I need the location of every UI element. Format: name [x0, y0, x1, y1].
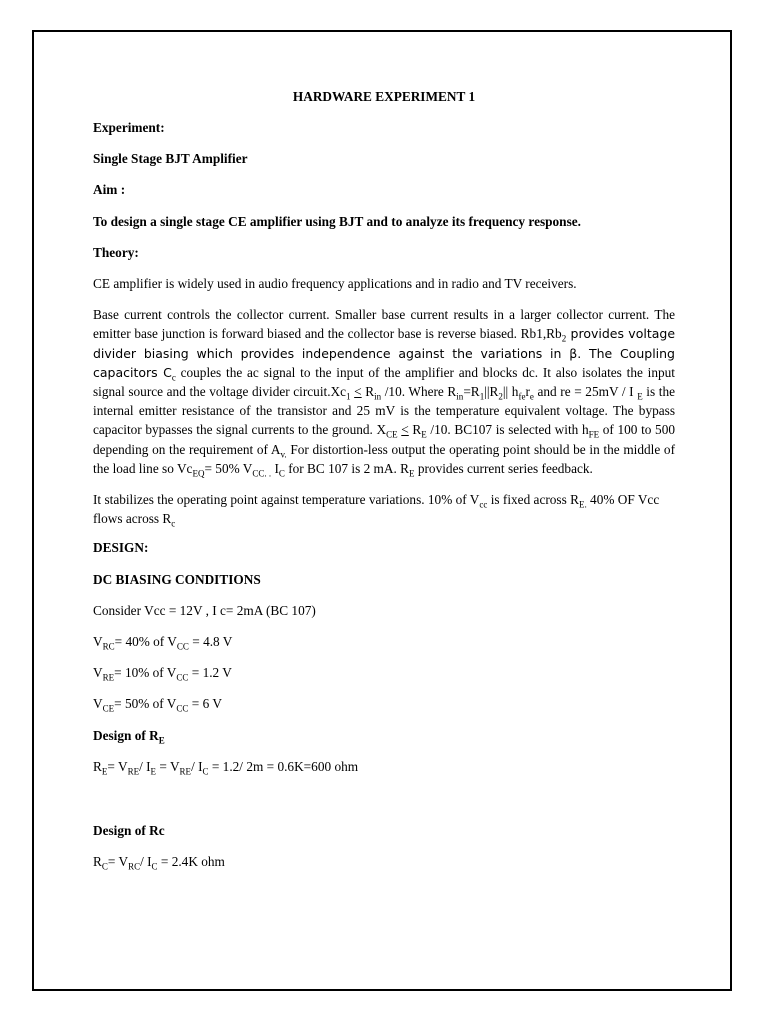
theory-label: Theory: [93, 244, 139, 260]
dc-biasing-label: DC BIASING CONDITIONS [93, 571, 261, 587]
vce-equation: $V_{CE}= 50\%$ of $V_{CC} = 6$ V [93, 696, 222, 715]
theory-paragraph-1: CE amplifier is widely used in audio frequency applications and in radio and TV receivers. [93, 276, 577, 292]
experiment-label: Experiment: [93, 120, 165, 135]
document-body [93, 87, 675, 871]
aim-text: To design a single stage CE amplifier using BJT and to analyze its frequency response. [93, 213, 581, 229]
design-label: DESIGN: [93, 540, 149, 556]
design-rc-label: Design of Rc [93, 823, 165, 839]
rc-equation: $R_C= V_{RC}/$ $I_C = 2.4K$ ohm [93, 854, 225, 872]
aim-label: Aim : [93, 182, 126, 198]
page-title: HARDWARE EXPERIMENT 1 [292, 89, 476, 104]
consider-line: Consider Vcc = 12V , I c= 2mA (BC 107) [93, 602, 316, 618]
theory-paragraph-2: Base current controls the collector current. Smaller base current results in a larger collector current. The emitter base junction is forward biased and the collector base is reverse biased. $Rb1,Rb_2$ provides voltage divider biasing which provides independence against the variations in β. The Coupling capacitors $C_c$ couples the ac signal to the input of the amplifier and blocks dc. It also isolates the input signal source and the voltage divider $circuit.Xc_1 < R_{in}$ /10. Where $R_{in}=R_1||R_2||$ $h_{fe}r_e$ and re = 25mV / I $_E$ is the internal emitter resistance of the transistor and 25 mV is the temperature equivalent voltage. The bypass capacitor bypasses the signal currents to the ground. $X_{CE} < R_E$ /10. BC107 is selected with $h_{FE}$ of 100 to 500 depending on the requirement of $A_{v.}$ For distortion-less output the operating point should be in the middle of the load line so $Vc_{EQ}= 50\%$ $V_{CC. .}$ $I_C$ for BC 107 is 2 mA. $R_E$ provides current series feedback. [93, 307, 676, 479]
vre-equation: $V_{RE}= 10\%$ of $V_{CC} = 1.2$ V [93, 665, 232, 683]
experiment-name: Single Stage BJT Amplifier [93, 151, 248, 167]
design-re-label: Design of $R_E$ [93, 727, 165, 746]
theory-paragraph-3: It stabilizes the operating point against temperature variations. 10% of $V_{cc}$ is fixed across $R_{E.}$ 40% OF Vcc flows across $R_c$ [93, 492, 660, 529]
re-equation: $R_E= V_{RE}/$ $I_E = V_{RE}/$ $I_C = 1.2/$ 2m = 0.6K=600 ohm [93, 758, 359, 777]
vrc-equation: $V_{RC}= 40\%$ of $V_{CC} = 4.8$ V [93, 634, 233, 652]
